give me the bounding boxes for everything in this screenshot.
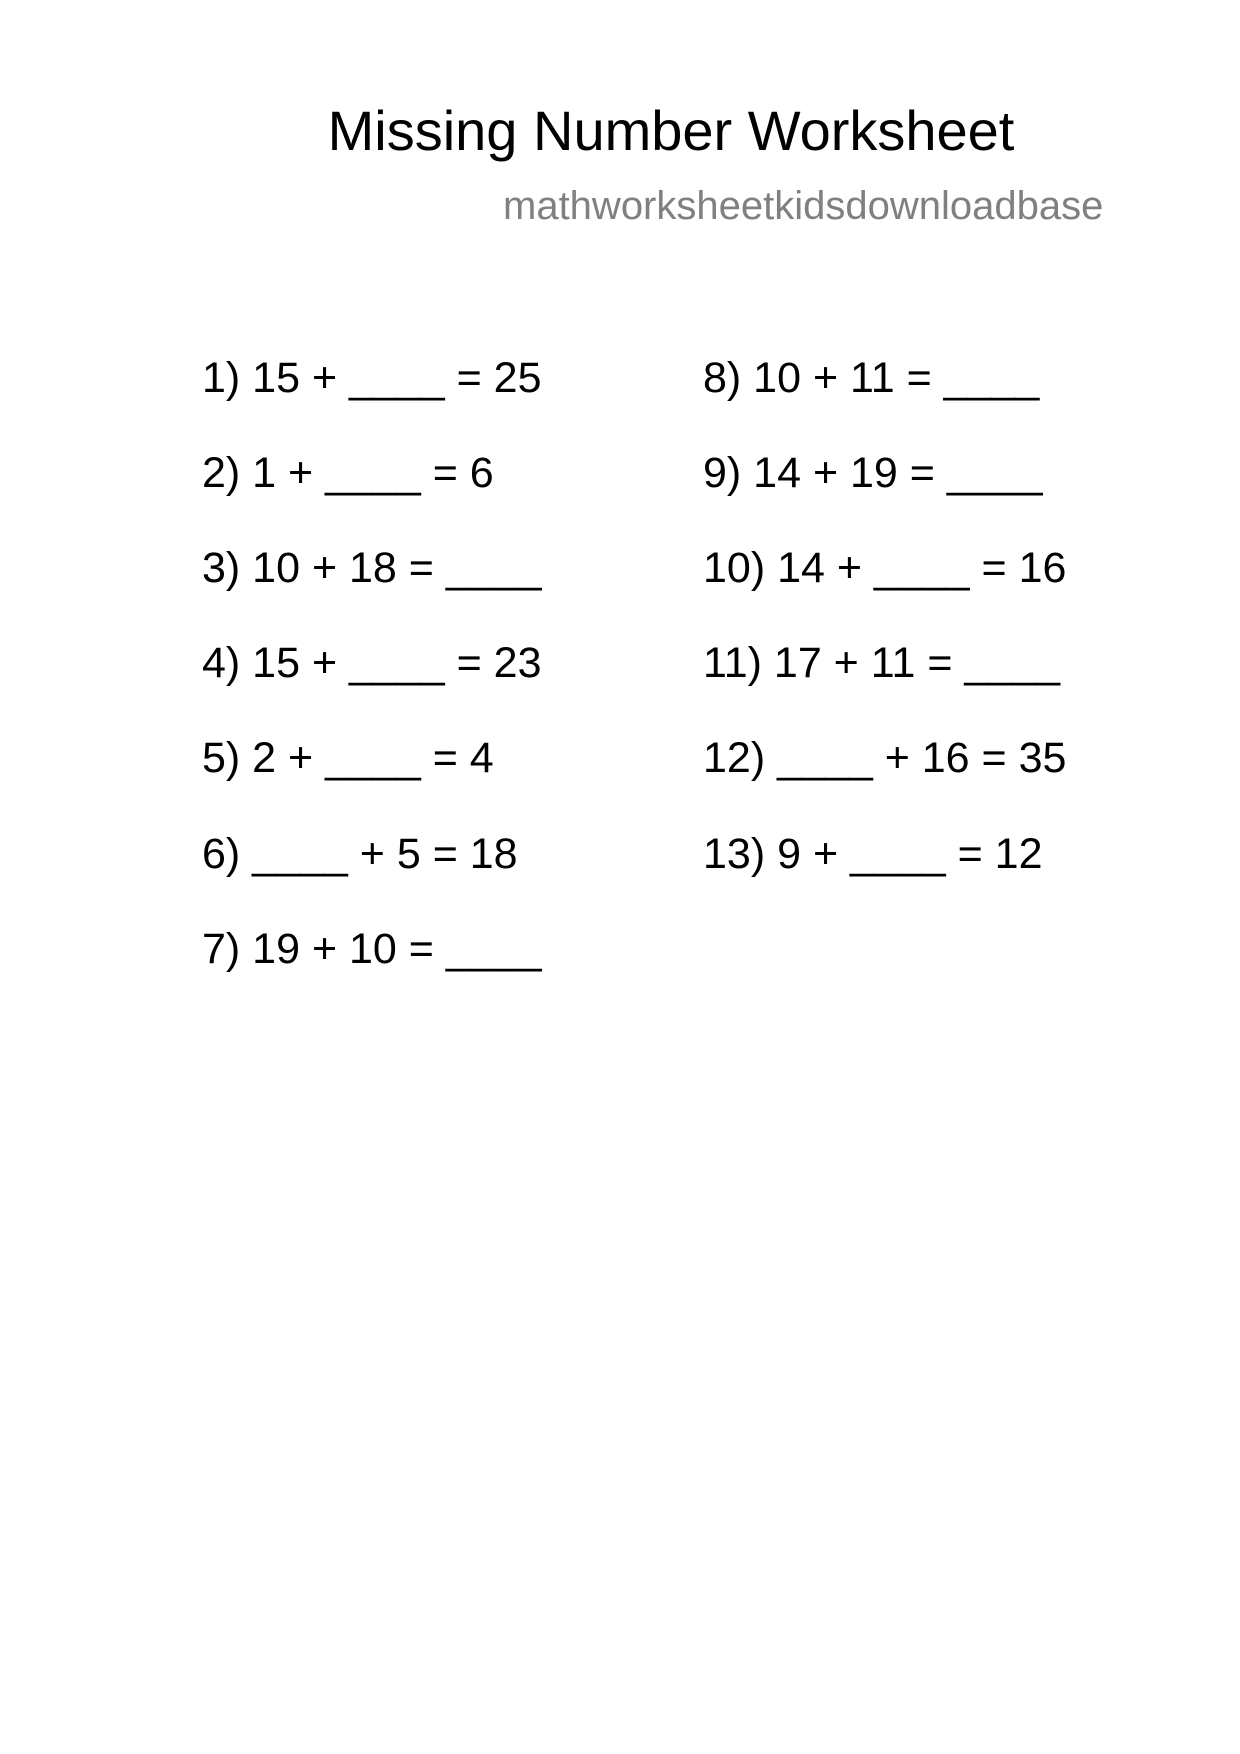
problem-13: 13) 9 + ____ = 12 [703, 830, 1043, 878]
problem-11: 11) 17 + 11 = ____ [703, 639, 1061, 687]
problem-9: 9) 14 + 19 = ____ [703, 449, 1043, 497]
problem-8: 8) 10 + 11 = ____ [703, 354, 1040, 402]
problem-4: 4) 15 + ____ = 23 [202, 639, 542, 687]
problem-5: 5) 2 + ____ = 4 [202, 734, 494, 782]
problem-3: 3) 10 + 18 = ____ [202, 544, 542, 592]
problem-12: 12) ____ + 16 = 35 [703, 734, 1067, 782]
problem-1: 1) 15 + ____ = 25 [202, 354, 542, 402]
problem-6: 6) ____ + 5 = 18 [202, 830, 518, 878]
worksheet-source: mathworksheetkidsdownloadbase [503, 184, 1104, 228]
worksheet-title: Missing Number Worksheet [327, 99, 1015, 162]
problem-7: 7) 19 + 10 = ____ [202, 925, 542, 973]
problem-2: 2) 1 + ____ = 6 [202, 449, 494, 497]
problem-10: 10) 14 + ____ = 16 [703, 544, 1067, 592]
